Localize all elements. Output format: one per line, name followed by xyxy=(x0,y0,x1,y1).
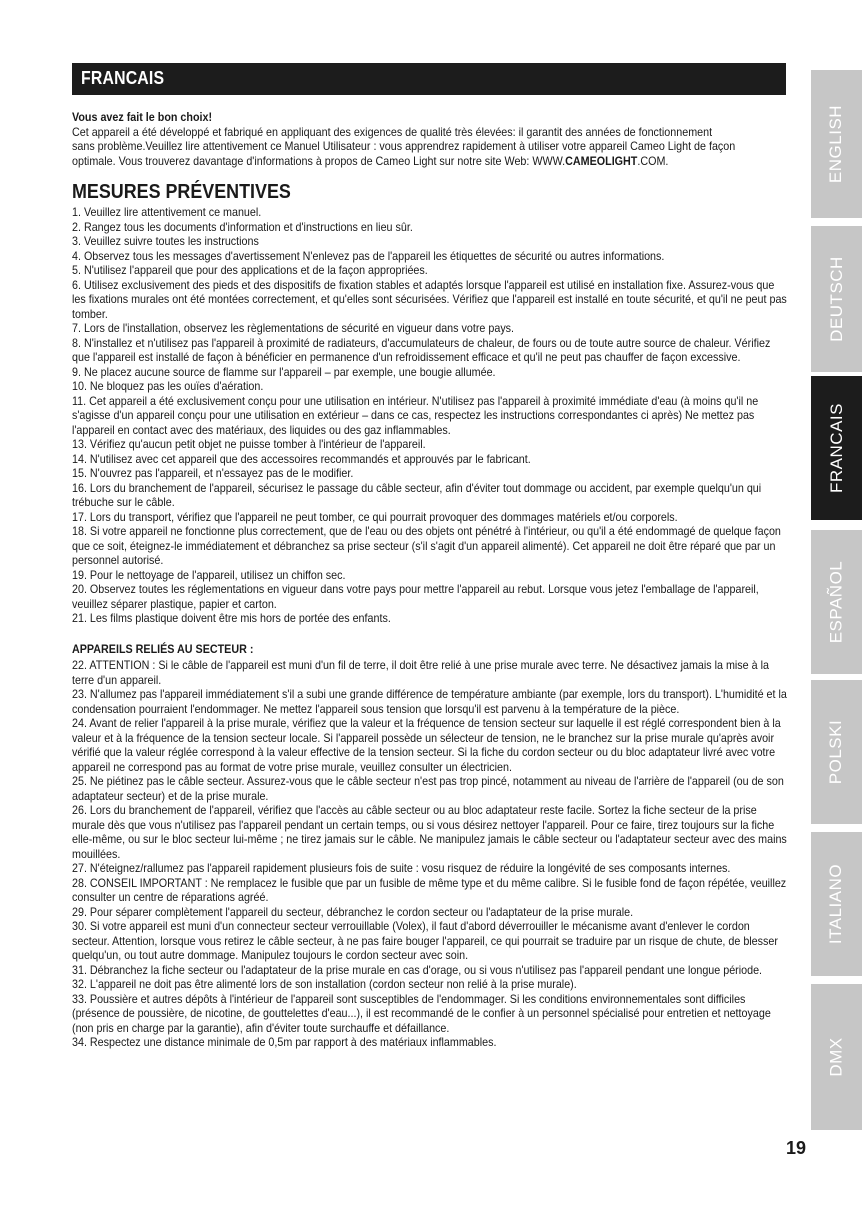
list-item: 26. Lors du branchement de l'appareil, vérifiez que l'accès au câble secteur ou au bloc adaptateur reste facile. Sortez la fiche secteur de la prise murale dès que vous n'utilisez pas l'appareil pendant un certain temps, ou si vous désirez nettoyer l'appareil. Pour ce faire, tirez toujours sur la fiche elle-même, ou sur le bloc secteur lui-même ; ne tirez jamais sur le câble. Ne manipulez jamais le câble secteur ou l'adaptateur secteur avec des mains mouillées. xyxy=(72,803,787,861)
section-title: FRANCAIS xyxy=(81,68,165,88)
list-item: 20. Observez toutes les réglementations en vigueur dans votre pays pour mettre l'appareil au rebut. Lorsque vous jetez l'emballage de l'appareil, veuillez séparer plastique, papier et carton. xyxy=(72,582,759,611)
tab-label: ITALIANO xyxy=(826,863,846,945)
appareils-list xyxy=(72,658,788,1050)
list-item: 22. ATTENTION : Si le câble de l'appareil est muni d'un fil de terre, il doit être relié à une prise murale avec terre. Ne désactivez jamais la mise à la terre d'un appareil. xyxy=(72,658,769,687)
tab-label: POLSKI xyxy=(826,719,846,785)
tab-label: DEUTSCH xyxy=(826,256,846,342)
tab-espanol[interactable] xyxy=(811,530,862,674)
list-item: 25. Ne piétinez pas le câble secteur. Assurez-vous que le câble secteur n'est pas trop pincé, notamment au niveau de l'arrière de l'appareil (ou de son adaptateur secteur) et de la prise murale. xyxy=(72,774,784,803)
intro-line-suffix: .COM. xyxy=(637,153,669,168)
intro-heading: Vous avez fait le bon choix! xyxy=(72,110,213,124)
intro-line xyxy=(72,154,788,169)
list-item: 16. Lors du branchement de l'appareil, sécurisez le passage du câble secteur, afin d'éviter tout dommage ou accident, par exemple quelqu'un qui trébuche sur le câble. xyxy=(72,480,762,509)
list-item: 33. Poussière et autres dépôts à l'intérieur de l'appareil sont susceptibles de l'endommager. Si les conditions environnementales sont difficiles (présence de poussière, de nicotine, de gouttelettes d'eau...), il est recommandé de le confier à un personnel spécialisé pour entretien et nettoyage (non pris en charge par la garantie), afin d'éviter toute surchauffe et défaillance. xyxy=(72,991,771,1035)
mesures-list xyxy=(72,205,788,626)
tab-dmx[interactable] xyxy=(811,984,862,1130)
list-item: 21. Les films plastique doivent être mis hors de portée des enfants. xyxy=(72,611,391,625)
list-item: 3. Veuillez suivre toutes les instructions xyxy=(72,234,259,248)
tab-label: ENGLISH xyxy=(826,104,846,184)
intro-line-prefix: optimale. Vous trouverez davantage d'informations à propos de Cameo Light sur notre site Web: WWW. xyxy=(72,153,566,168)
list-item: 1. Veuillez lire attentivement ce manuel. xyxy=(72,205,262,219)
list-item: 24. Avant de relier l'appareil à la prise murale, vérifiez que la valeur et la fréquence de tension secteur sur laquelle il est réglé correspondent bien à la valeur et à la fréquence de la tension secteur locale. Si l'appareil possède un sélecteur de tension, ne le branchez sur la prise murale qu'après avoir vérifié que la valeur réglée correspond à la valeur effective de la tension secteur. Si la fiche du cordon secteur ou du bloc adaptateur livré avec votre appareil ne correspond pas au format de votre prise murale, veuillez consulter un électricien. xyxy=(72,716,781,774)
list-item: 5. N'utilisez l'appareil que pour des applications et de la façon appropriées. xyxy=(72,263,428,277)
list-item: 11. Cet appareil a été exclusivement conçu pour une utilisation en intérieur. N'utilisez pas l'appareil à proximité immédiate d'eau (à moins qu'il ne s'agisse d'un appareil conçu pour une utilisation en extérieur – dans ce cas, respectez les instructions correspondantes ci après) Ne mettez pas l'appareil en contact avec des matériaux, des liquides ou des gaz inflammables. xyxy=(72,393,759,437)
tab-deutsch[interactable] xyxy=(811,226,862,372)
list-item: 30. Si votre appareil est muni d'un connecteur secteur verrouillable (Volex), il faut d'abord déverrouiller le mécanisme avant d'enlever le cordon secteur. Attention, lorsque vous retirez le câble secteur, à ne pas faire bouger l'appareil, ce qui pourrait se traduire par un risque de chute, de blesser quelqu'un, ou tout autre dommage. Manipulez toujours le cordon secteur avec soin. xyxy=(72,919,778,962)
section-header-bar xyxy=(72,63,786,95)
list-item: 32. L'appareil ne doit pas être alimenté lors de son installation (cordon secteur non relié à la prise murale). xyxy=(72,977,577,991)
tab-francais[interactable] xyxy=(811,376,862,520)
list-item: 4. Observez tous les messages d'avertissement N'enlevez pas de l'appareil les étiquettes de sécurité ou autres informations. xyxy=(72,248,665,263)
list-item: 27. N'éteignez/rallumez pas l'appareil rapidement plusieurs fois de suite : vosu risquez de réduire la longévité de ses composants internes. xyxy=(72,861,731,875)
list-item: 6. Utilisez exclusivement des pieds et des dispositifs de fixation stables et adaptés lorsque l'appareil est utilisé en installation fixe. Assurez-vous que les fixations murales ont été montées correctement, et qu'elles sont sécurisées. Vérifiez que l'appareil est installé en toute sécurité, et qu'il ne peut pas tomber. xyxy=(72,277,787,321)
list-item: 9. Ne placez aucune source de flamme sur l'appareil – par exemple, une bougie allumée. xyxy=(72,364,496,379)
mesures-title: MESURES PRÉVENTIVES xyxy=(72,181,291,203)
intro-block xyxy=(72,110,788,168)
list-item: 10. Ne bloquez pas les ouïes d'aération. xyxy=(72,379,264,393)
tab-polski[interactable] xyxy=(811,680,862,824)
tab-label: ESPAÑOL xyxy=(826,560,846,644)
list-item: 7. Lors de l'installation, observez les règlementations de sécurité en vigueur dans votre pays. xyxy=(72,321,515,335)
brand-name: CAMEOLIGHT xyxy=(565,153,638,168)
list-item: 28. CONSEIL IMPORTANT : Ne remplacez le fusible que par un fusible de même type et du même calibre. Si le fusible fond de façon répétée, veuillez consulter un centre de réparations agréé. xyxy=(72,875,787,904)
page-number: 19 xyxy=(786,1138,807,1158)
list-item: 13. Vérifiez qu'aucun petit objet ne puisse tomber à l'intérieur de l'appareil. xyxy=(72,437,426,451)
list-item: 23. N'allumez pas l'appareil immédiatement s'il a subi une grande différence de température ambiante (par exemple, lors du transport). L'humidité et la condensation pourraient l'endommager. Ne mettez l'appareil sous tension que lorsqu'il est parvenu à la température de la pièce. xyxy=(72,687,787,716)
list-item: 19. Pour le nettoyage de l'appareil, utilisez un chiffon sec. xyxy=(72,567,346,582)
tab-label: DMX xyxy=(826,1037,846,1077)
list-item: 18. Si votre appareil ne fonctionne plus correctement, que de l'eau ou des objets ont pénétré à l'intérieur, ou qu'il a été endommagé de quelque façon que ce soit, éteignez-le immédiatement et débranchez sa prise secteur (s'il s'agit d'un appareil alimenté). Cet appareil ne doit être réparé que par un personnel autorisé. xyxy=(72,524,781,567)
intro-line: sans problème.Veuillez lire attentivement ce Manuel Utilisateur : vous apprendrez rapidement à utiliser votre appareil Cameo Light de façon xyxy=(72,139,736,153)
intro-line: Cet appareil a été développé et fabriqué en appliquant des exigences de qualité très élevées: il garantit des années de fonctionnement xyxy=(72,124,713,139)
list-item: 2. Rangez tous les documents d'information et d'instructions en lieu sûr. xyxy=(72,219,413,234)
appareils-title: APPAREILS RELIÉS AU SECTEUR : xyxy=(72,641,254,656)
list-item: 29. Pour séparer complètement l'appareil du secteur, débranchez le cordon secteur ou l'adaptateur de la prise murale. xyxy=(72,904,634,919)
main-content xyxy=(72,110,788,1050)
list-item: 17. Lors du transport, vérifiez que l'appareil ne peut tomber, ce qui pourrait provoquer des dommages matériels et/ou corporels. xyxy=(72,509,678,524)
list-item: 34. Respectez une distance minimale de 0,5m par rapport à des matériaux inflammables. xyxy=(72,1035,497,1049)
tab-label: FRANCAIS xyxy=(826,403,846,493)
tab-italiano[interactable] xyxy=(811,832,862,976)
tab-english[interactable] xyxy=(811,70,862,218)
list-item: 14. N'utilisez avec cet appareil que des accessoires recommandés et approuvés par le fabricant. xyxy=(72,451,531,466)
list-item: 15. N'ouvrez pas l'appareil, et n'essayez pas de le modifier. xyxy=(72,466,354,480)
list-item: 31. Débranchez la fiche secteur ou l'adaptateur de la prise murale en cas d'orage, ou si vous n'utilisez pas l'appareil pendant une longue période. xyxy=(72,962,763,977)
list-item: 8. N'installez et n'utilisez pas l'appareil à proximité de radiateurs, d'accumulateurs de chaleur, de fours ou de toute autre source de chaleur. Vérifiez que l'appareil est installé de façon à bénéficier en permanence d'un refroidissement efficace et qu'il ne peut pas chauffer de façon excessive. xyxy=(72,335,771,364)
